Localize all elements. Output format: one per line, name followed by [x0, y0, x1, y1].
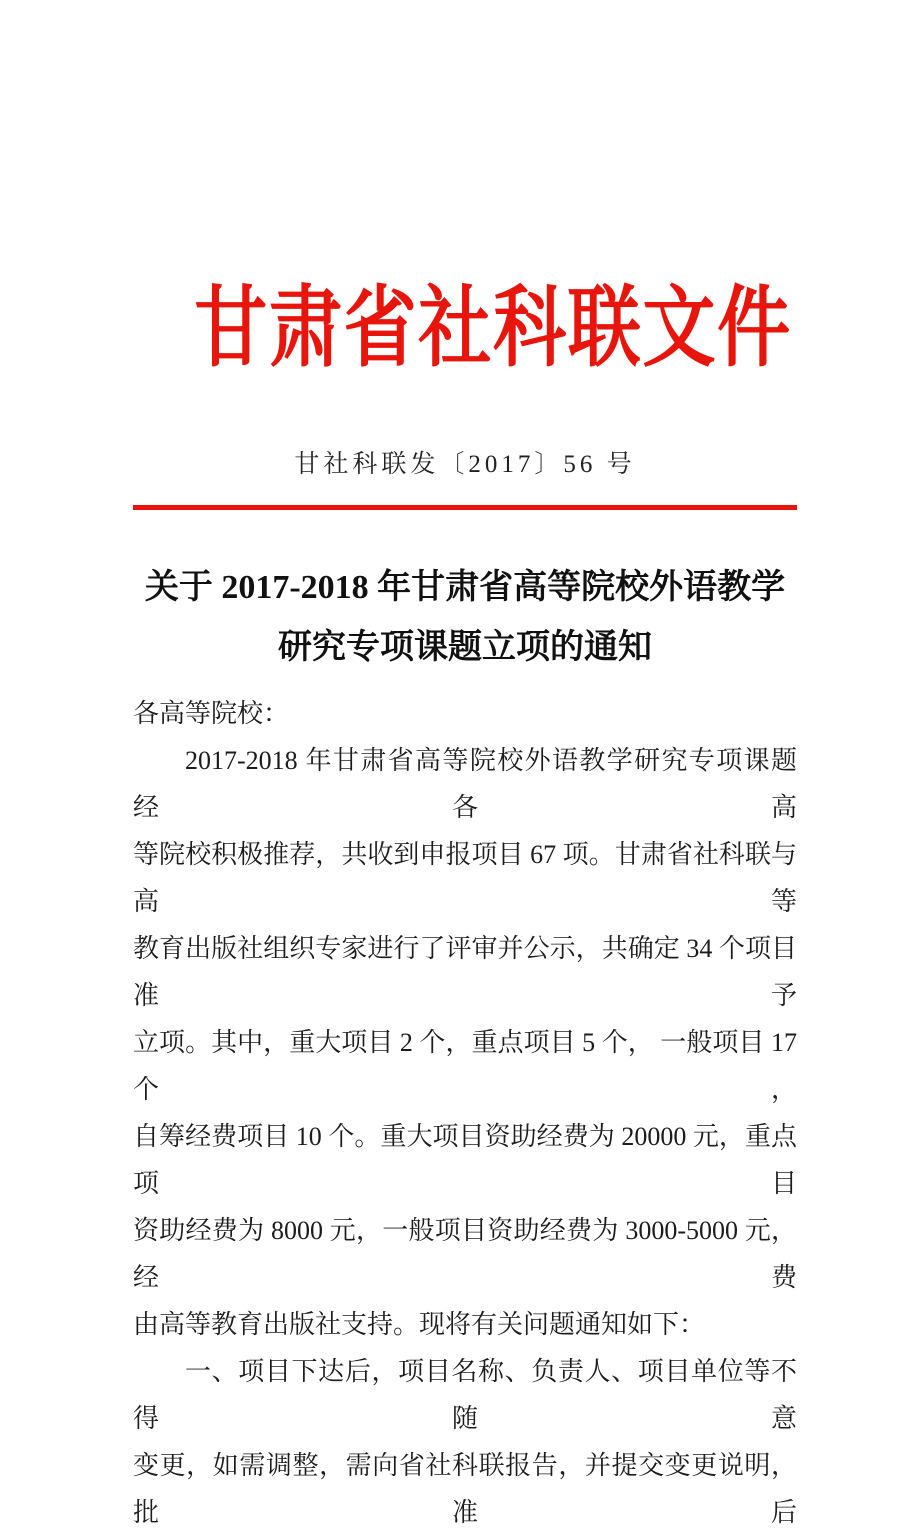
- body-line: 立项。其中，重大项目 2 个，重点项目 5 个， 一般项目 17 个，: [133, 1028, 797, 1105]
- notice-title-line-2: 研究专项课题立项的通知: [278, 629, 652, 667]
- document-number: 甘社科联发〔2017〕56 号: [294, 451, 636, 479]
- letterhead-org-title: 甘肃省社科联文件: [194, 281, 792, 378]
- notice-title: [133, 558, 797, 678]
- red-divider-line: [133, 505, 797, 510]
- notice-body: [133, 690, 797, 1536]
- body-line: 等院校积极推荐，共收到申报项目 67 项。甘肃省社科联与高等: [133, 840, 797, 917]
- body-line: 教育出版社组织专家进行了评审并公示，共确定 34 个项目准予: [133, 934, 797, 1011]
- body-line: 2017-2018 年甘肃省高等院校外语教学研究专项课题经各高: [133, 746, 797, 823]
- letterhead: [133, 0, 797, 376]
- body-line: 由高等教育出版社支持。现将有关问题通知如下：: [133, 1310, 706, 1340]
- body-line: 变更，如需调整，需向省社科联报告，并提交变更说明，批准后: [133, 1451, 797, 1528]
- salutation: 各高等院校：: [133, 699, 290, 729]
- notice-title-line-1: 关于 2017-2018 年甘肃省高等院校外语教学: [144, 569, 786, 607]
- body-line: 一、项目下达后，项目名称、负责人、项目单位等不得随意: [133, 1357, 797, 1434]
- body-line: 自筹经费项目 10 个。重大项目资助经费为 20000 元，重点项目: [133, 1122, 797, 1199]
- body-line: 资助经费为 8000 元，一般项目资助经费为 3000-5000 元，经费: [133, 1216, 797, 1293]
